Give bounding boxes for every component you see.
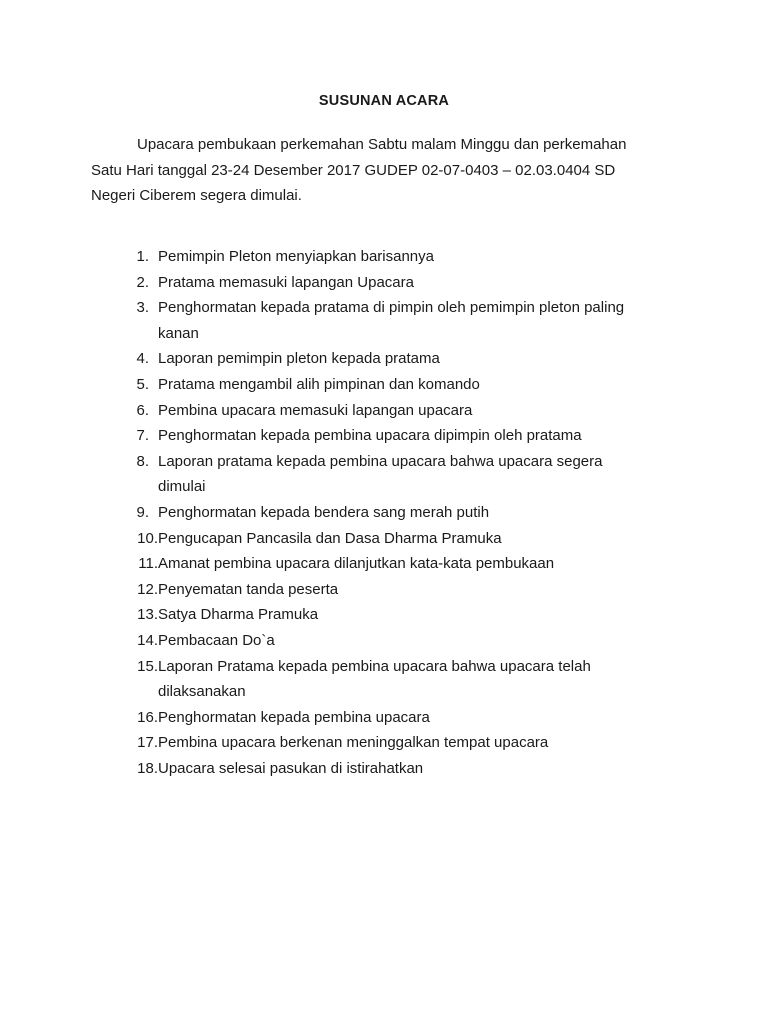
agenda-item-line: dilaksanakan xyxy=(158,683,246,701)
agenda-item-number: 17. xyxy=(137,734,158,752)
agenda-item-line: Laporan pratama kepada pembina upacara bahwa upacara segera xyxy=(158,452,603,470)
agenda-item-number: 4. xyxy=(136,350,149,368)
agenda-item xyxy=(110,244,690,270)
agenda-item-line: Pengucapan Pancasila dan Dasa Dharma Pramuka xyxy=(158,529,502,547)
agenda-item-text xyxy=(158,526,690,552)
agenda-item-number: 13. xyxy=(137,606,158,624)
agenda-item-number: 11. xyxy=(138,555,158,573)
agenda-item xyxy=(110,551,690,577)
agenda-item-line: Satya Dharma Pramuka xyxy=(158,606,319,624)
agenda-item-text xyxy=(158,270,690,296)
agenda-item-line: dimulai xyxy=(158,478,206,496)
agenda-item-number: 18. xyxy=(137,759,158,777)
agenda-item-number: 1. xyxy=(136,248,149,265)
agenda-item-line: Upacara selesai pasukan di istirahatkan xyxy=(158,759,424,777)
agenda-item-text xyxy=(158,628,690,654)
agenda-item-text xyxy=(158,295,690,346)
agenda-item-number: 3. xyxy=(136,299,149,317)
agenda-item xyxy=(110,423,690,449)
intro-line: Satu Hari tanggal 23-24 Desember 2017 GUDEP 02-07-0403 – 02.03.0404 SD xyxy=(91,161,616,179)
agenda-item xyxy=(110,346,690,372)
agenda-item-text xyxy=(158,602,690,628)
agenda-item-line: Penghormatan kepada bendera sang merah putih xyxy=(158,503,490,521)
agenda-item xyxy=(110,398,690,424)
agenda-item-number: 5. xyxy=(136,375,149,393)
agenda-item-number: 9. xyxy=(136,503,149,521)
agenda-item xyxy=(110,270,690,296)
agenda-item-line: Pembacaan Do`a xyxy=(158,631,275,649)
agenda-item-text xyxy=(158,346,690,372)
document-title: SUSUNAN ACARA xyxy=(318,93,450,109)
agenda-item-line: Pemimpin Pleton menyiapkan barisannya xyxy=(158,248,434,265)
agenda-item-text xyxy=(158,398,690,424)
intro-line: Negeri Ciberem segera dimulai. xyxy=(91,187,302,204)
agenda-item-text xyxy=(158,654,690,705)
agenda-item-text xyxy=(158,730,690,756)
agenda-item-line: Pratama mengambil alih pimpinan dan komando xyxy=(158,375,480,393)
intro-paragraph xyxy=(91,132,681,209)
agenda-item xyxy=(110,756,690,782)
agenda-item-text xyxy=(158,372,690,398)
agenda-item-text xyxy=(158,756,690,782)
agenda-item-line: Amanat pembina upacara dilanjutkan kata-kata pembukaan xyxy=(158,555,555,573)
agenda-item-line: Penghormatan kepada pembina upacara xyxy=(158,708,430,726)
agenda-list xyxy=(110,244,690,781)
agenda-item xyxy=(110,577,690,603)
agenda-item-text xyxy=(158,577,690,603)
agenda-item xyxy=(110,500,690,526)
agenda-item xyxy=(110,705,690,731)
agenda-item-line: Penghormatan kepada pembina upacara dipimpin oleh pratama xyxy=(158,427,582,445)
agenda-item-number: 14. xyxy=(137,631,158,649)
agenda-item-line: kanan xyxy=(158,324,199,342)
agenda-item xyxy=(110,372,690,398)
intro-line: Upacara pembukaan perkemahan Sabtu malam Minggu dan perkemahan xyxy=(137,136,627,153)
agenda-item xyxy=(110,602,690,628)
agenda-item-text xyxy=(158,705,690,731)
agenda-item xyxy=(110,449,690,500)
agenda-item-text xyxy=(158,500,690,526)
agenda-item-number: 2. xyxy=(136,273,149,291)
agenda-item-number: 15. xyxy=(137,657,158,675)
agenda-item-line: Laporan pemimpin pleton kepada pratama xyxy=(158,350,440,368)
agenda-item-text xyxy=(158,551,690,577)
agenda-item-line: Laporan Pratama kepada pembina upacara bahwa upacara telah xyxy=(158,657,591,675)
agenda-item-number: 8. xyxy=(136,452,149,470)
agenda-item xyxy=(110,628,690,654)
agenda-item-line: Pembina upacara berkenan meninggalkan tempat upacara xyxy=(158,734,549,752)
agenda-item-number: 7. xyxy=(136,427,149,445)
agenda-item xyxy=(110,730,690,756)
agenda-item-number: 10. xyxy=(137,529,158,547)
agenda-item-text xyxy=(158,244,690,270)
agenda-item-line: Penyematan tanda peserta xyxy=(158,580,339,598)
agenda-item-number: 6. xyxy=(136,401,149,419)
agenda-item-number: 16. xyxy=(137,708,158,726)
agenda-item-line: Penghormatan kepada pratama di pimpin oleh pemimpin pleton paling xyxy=(158,299,625,317)
agenda-item-line: Pembina upacara memasuki lapangan upacara xyxy=(158,401,473,419)
agenda-item-line: Pratama memasuki lapangan Upacara xyxy=(158,273,414,291)
agenda-item xyxy=(110,654,690,705)
agenda-item-number: 12. xyxy=(137,580,158,598)
agenda-item xyxy=(110,295,690,346)
agenda-item xyxy=(110,526,690,552)
agenda-item-text xyxy=(158,423,690,449)
agenda-item-text xyxy=(158,449,690,500)
